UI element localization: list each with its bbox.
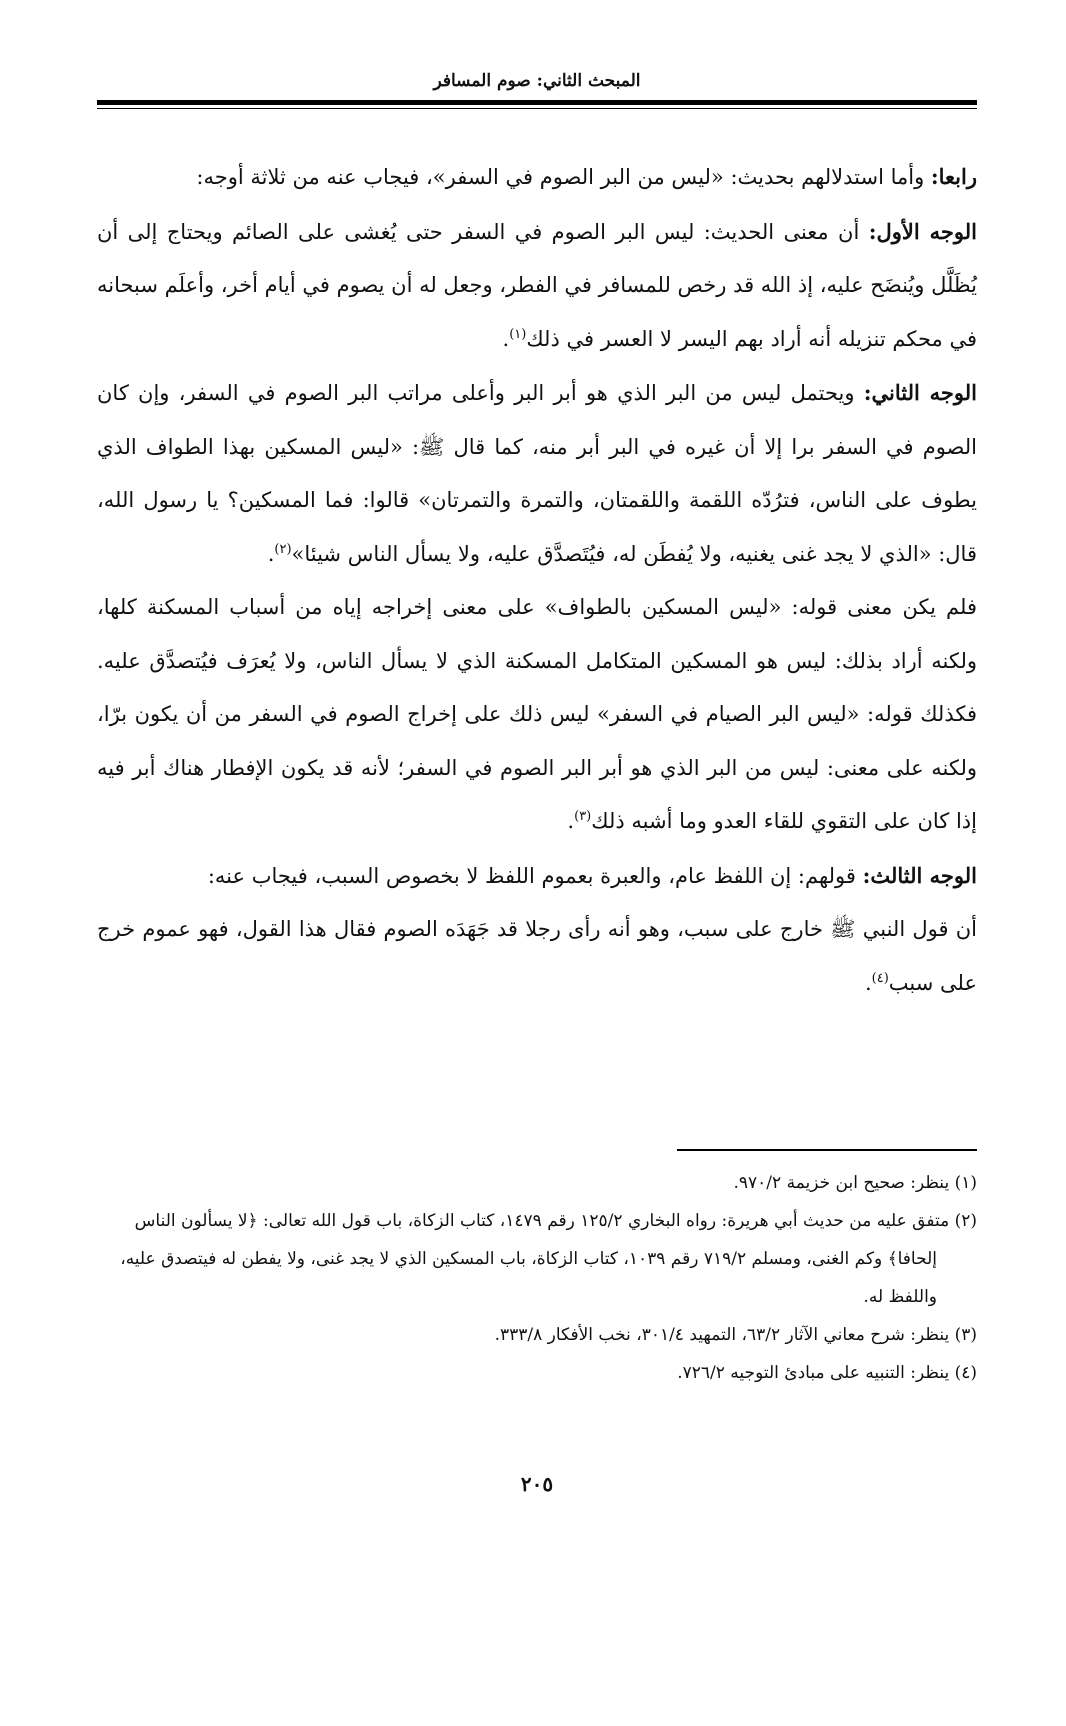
paragraph-text: أن قول النبي ﷺ خارج على سبب، وهو أنه رأى رجلا قد جَهَدَه الصوم فقال هذا القول، فهو عموم خرج على سبب [97,917,977,995]
main-text [97,150,977,1010]
paragraph-second-aspect: الوجه الثاني: ويحتمل ليس من البر الذي هو أبر البر وأعلى مراتب البر الصوم في السفر، وإن كان الصوم في السفر برا إلا أن غيره في البر أبر منه، كما قال ﷺ: «ليس المسكين بهذا الطواف الذي يطوف على الناس، فترُدّه اللقمة واللقمتان، والتمرة والتمرتان» قالوا: فما المسكين؟ يا رسول الله، قال: «الذي لا يجد غنى يغنيه، ولا يُفطَن له، فيُتَصدَّق عليه، ولا يسأل الناس شيئا»$^{(٢)}$. [97,380,977,566]
footnote-1: (١) ينظر: صحيح ابن خزيمة ٩٧٠/٢. [733,1173,977,1193]
footnote-ref-1[interactable]: (١) [509,326,527,342]
header-rule [97,100,977,105]
paragraph-lead: رابعا: [930,164,977,189]
paragraph-lead: الوجه الثالث: [862,862,977,888]
paragraph-fourth-point [97,150,977,205]
paragraph-lead: الوجه الأول: [868,218,977,244]
paragraph-text: وأما استدلالهم بحديث: «ليس من البر الصوم في السفر»، فيجاب عنه من ثلاثة أوجه: [196,165,931,189]
paragraph-answer: أن قول النبي ﷺ خارج على سبب، وهو أنه رأى رجلا قد جَهَدَه الصوم فقال هذا القول، فهو عموم خرج على سبب$^{(٤)}$. [97,917,977,995]
footnote-4: (٤) ينظر: التنبيه على مبادئ التوجيه ٧٢٦/٢. [677,1363,977,1383]
header-rule-thin [97,108,977,109]
footnote-ref-2[interactable]: (٢) [274,541,292,557]
footnote-ref-3[interactable]: (٣) [574,809,592,824]
footnote-3: (٣) ينظر: شرح معاني الآثار ٦٣/٢، التمهيد ٣٠١/٤، نخب الأفكار ٣٣٣/٨. [494,1325,977,1345]
page-number: ٢٠٥ [520,1472,554,1496]
footnote-2: (٢) متفق عليه من حديث أبي هريرة: رواه البخاري ١٢٥/٢ رقم ١٤٧٩، كتاب الزكاة، باب قول الله تعالى: ﴿لا يسألون الناس إلحافا﴾ وكم الغنى، ومسلم ٧١٩/٢ رقم ١٠٣٩، كتاب الزكاة، باب المسكين الذي لا يجد غنى، ولا يفطن له فيتصدق عليه، واللفظ له. [120,1211,977,1307]
paragraph-third-aspect [97,849,977,904]
paragraph-first-aspect: الوجه الأول: أن معنى الحديث: ليس البر الصوم في السفر حتى يُغشى على الصائم ويحتاج إلى أن يُظَلَّل ويُنضَح عليه، إذ الله قد رخص للمسافر في الفطر، وجعل له أن يصوم في أيام أخر، وأعلَم سبحانه في محكم تنزيله أنه أراد بهم اليسر لا العسر في ذلك$^{(١)}$. [96,218,977,351]
paragraph-text: ويحتمل ليس من البر الذي هو أبر البر وأعلى مراتب البر الصوم في السفر، وإن كان الصوم في السفر برا إلا أن غيره في البر أبر منه، كما قال ﷺ: «ليس المسكين بهذا الطواف الذي يطوف على الناس، فترُدّه اللقمة واللقمتان، والتمرة والتمرتان» قالوا: فما المسكين؟ يا رسول الله، قال: «الذي لا يجد غنى يغنيه، ولا يُفطَن له، فيُتَصدَّق عليه، ولا يسأل الناس شيئا» [97,381,977,566]
footnote-ref-4[interactable]: (٤) [871,970,889,986]
footnotes [97,1164,977,1392]
paragraph-lead: الوجه الثاني: [863,380,977,405]
footnote-separator [677,1149,977,1151]
running-title: المبحث الثاني: صوم المسافر [433,71,641,91]
paragraph-text: أن معنى الحديث: ليس البر الصوم في السفر حتى يُغشى على الصائم ويحتاج إلى أن يُظَلَّل ويُنضَح عليه، إذ الله قد رخص للمسافر في الفطر، وجعل له أن يصوم في أيام أخر، وأعلَم سبحانه في محكم تنزيله أنه أراد بهم اليسر لا العسر في ذلك [96,219,977,351]
paragraph-text: قولهم: إن اللفظ عام، والعبرة بعموم اللفظ لا بخصوص السبب، فيجاب عنه: [207,863,863,888]
paragraph-explanation: فلم يكن معنى قوله: «ليس المسكين بالطواف» على معنى إخراجه إياه من أسباب المسكنة كلها، ولكنه أراد بذلك: ليس هو المسكين المتكامل المسكنة الذي لا يسأل الناس، ولا يُعرَف فيُتصدَّق عليه. فكذلك قوله: «ليس البر الصيام في السفر» ليس ذلك على إخراج الصوم في السفر من أن يكون برّا، ولكنه على معنى: ليس من البر الذي هو أبر البر الصوم في السفر؛ لأنه قد يكون الإفطار هناك أبر فيه إذا كان على التقوي للقاء العدو وما أشبه ذلك$^{(٣)}$. [97,595,977,833]
paragraph-text: فلم يكن معنى قوله: «ليس المسكين بالطواف» على معنى إخراجه إياه من أسباب المسكنة كلها، ولكنه أراد بذلك: ليس هو المسكين المتكامل المسكنة الذي لا يسأل الناس، ولا يُعرَف فيُتصدَّق عليه. فكذلك قوله: «ليس البر الصيام في السفر» ليس ذلك على إخراج الصوم في السفر من أن يكون برّا، ولكنه على معنى: ليس من البر الذي هو أبر البر الصوم في السفر؛ لأنه قد يكون الإفطار هناك أبر فيه إذا كان على التقوي للقاء العدو وما أشبه ذلك [97,595,977,833]
